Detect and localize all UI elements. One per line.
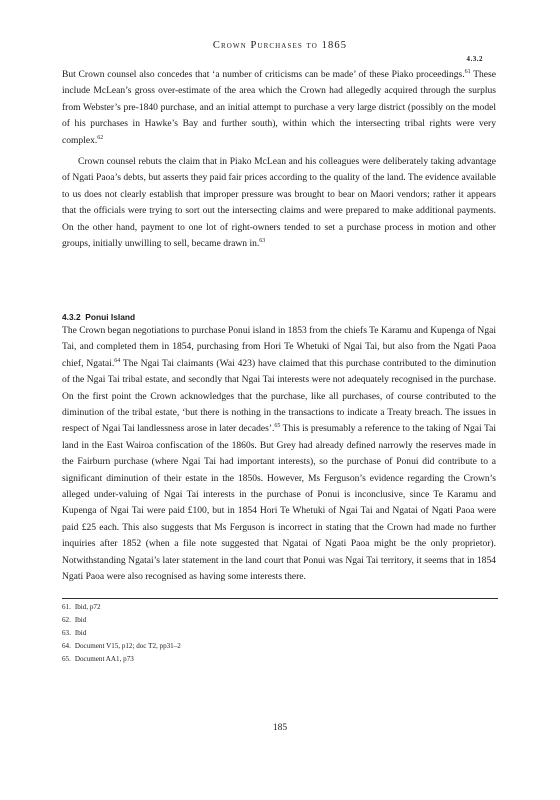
footnote bbox=[62, 601, 498, 614]
footnote bbox=[62, 653, 498, 666]
footnote bbox=[62, 614, 498, 627]
section-title: Ponui Island bbox=[85, 312, 136, 322]
paragraph-text: But Crown counsel also concedes that ‘a number of criticisms can be made’ of these Piako proceedings. bbox=[62, 69, 465, 80]
footnote-number: 61. bbox=[62, 603, 71, 611]
footnote-number: 62. bbox=[62, 616, 71, 624]
footnote-number: 63. bbox=[62, 629, 71, 637]
footnote-ref-63[interactable]: 63 bbox=[259, 237, 266, 244]
footnote-text: Ibid, p72 bbox=[74, 603, 101, 611]
footnote-text: Ibid bbox=[74, 616, 87, 624]
running-head: Crown Purchases to 1865 bbox=[212, 40, 348, 51]
paragraph-text: This is presumably a reference to the taking of Ngai Tai land in the East Wairoa confiscation of the 1860s. But Grey had already defined narrowly the reserves made in the Fairburn purchase (where Ngai Tai had important interests), so the purchase of Ponui did contribute to a significant diminution of their estate in the 1850s. However, Ms Ferguson’s evidence regarding the Crown’s alleged under-valuing of Ngai Tai interests in the purchase of Ponui is inconclusive, since Te Karamu and Kupenga of Ngai Tai were paid £100, but in 1854 Hori Te Whetuki of Ngai Tai and Ngatai of Ngati Paoa were paid £25 each. This also suggests that Ms Ferguson is incorrect in stating that the Crown had made no further inquiries after 1852 (when a file note suggested that Ngatai of Ngati Paoa might be the only proprietor). Notwithstanding Ngatai’s later statement in the land court that Ponui was Ngai Tai territory, it seems that in 1854 Ngati Paoa were also recognised as having some interests there. bbox=[62, 423, 496, 583]
paragraph-text: The Ngai Tai claimants (Wai 423) have claimed that this purchase contributed to the diminution of the Ngai Tai tribal estate, and secondly that Ngai Tai interests were not adequately recognised in the purchase. On the first point the Crown acknowledges that the purchase, like all purchases, of course contributed to the diminution of the tribal estate, ‘but there is nothing in the transactions to indicate a Treaty breach. The issues in respect of Ngai Tai landlessness arose in later decades’. bbox=[62, 357, 496, 435]
section-heading bbox=[62, 312, 135, 322]
footnote-ref-61[interactable]: 61 bbox=[464, 68, 471, 75]
footnotes-list bbox=[62, 601, 498, 666]
section-paragraph bbox=[62, 323, 496, 586]
footnote-divider bbox=[62, 598, 498, 599]
body-paragraph-2 bbox=[62, 154, 496, 252]
section-number: 4.3.2 bbox=[62, 312, 81, 322]
paragraph-text: Crown counsel rebuts the claim that in Piako McLean and his colleagues were deliberately taking advantage of Ngati Paoa’s debts, but asserts they paid fair prices according to the quality of the land. The evidence available to us does not clearly establish that improper pressure was brought to bear on Maori vendors; rather it appears that the officials were trying to sort out the intersecting claims and were prepared to make additional payments. On the other hand, payment to one lot of right-owners tended to set a purchase process in motion and other groups, initially unwilling to sell, became drawn in. bbox=[62, 156, 496, 250]
paragraph-text: The Crown began negotiations to purchase Ponui island in 1853 from the chiefs Te Karamu and Kupenga of Ngai Tai, and completed them in 1854, purchasing from Hori Te Whetuki of Ngai Tai, but also from the Ngati Paoa chief, Ngatai. bbox=[62, 325, 496, 369]
section-code: 4.3.2 bbox=[466, 55, 483, 63]
footnote bbox=[62, 640, 498, 653]
body-paragraph-1 bbox=[62, 67, 496, 149]
paragraph-text: These include McLean’s gross over-estimate of the area which the Crown had allegedly acquired through the surplus from Webster’s pre-1840 purchase, and an initial attempt to purchase a very large district (possibly on the model of his purchases in Hawke’s Bay and further south), within which the intersecting tribal rights were very complex. bbox=[62, 69, 496, 146]
footnote-number: 65. bbox=[62, 655, 71, 663]
footnote bbox=[62, 627, 498, 640]
footnote-text: Document AA1, p73 bbox=[74, 655, 134, 663]
footnote-ref-62[interactable]: 62 bbox=[97, 134, 104, 141]
footnote-ref-65[interactable]: 65 bbox=[274, 423, 281, 430]
footnote-ref-64[interactable]: 64 bbox=[114, 357, 121, 364]
footnote-number: 64. bbox=[62, 642, 71, 650]
page-number: 185 bbox=[272, 723, 288, 733]
footnote-text: Ibid bbox=[74, 629, 87, 637]
footnote-text: Document V15, p12; doc T2, pp31–2 bbox=[74, 642, 181, 650]
